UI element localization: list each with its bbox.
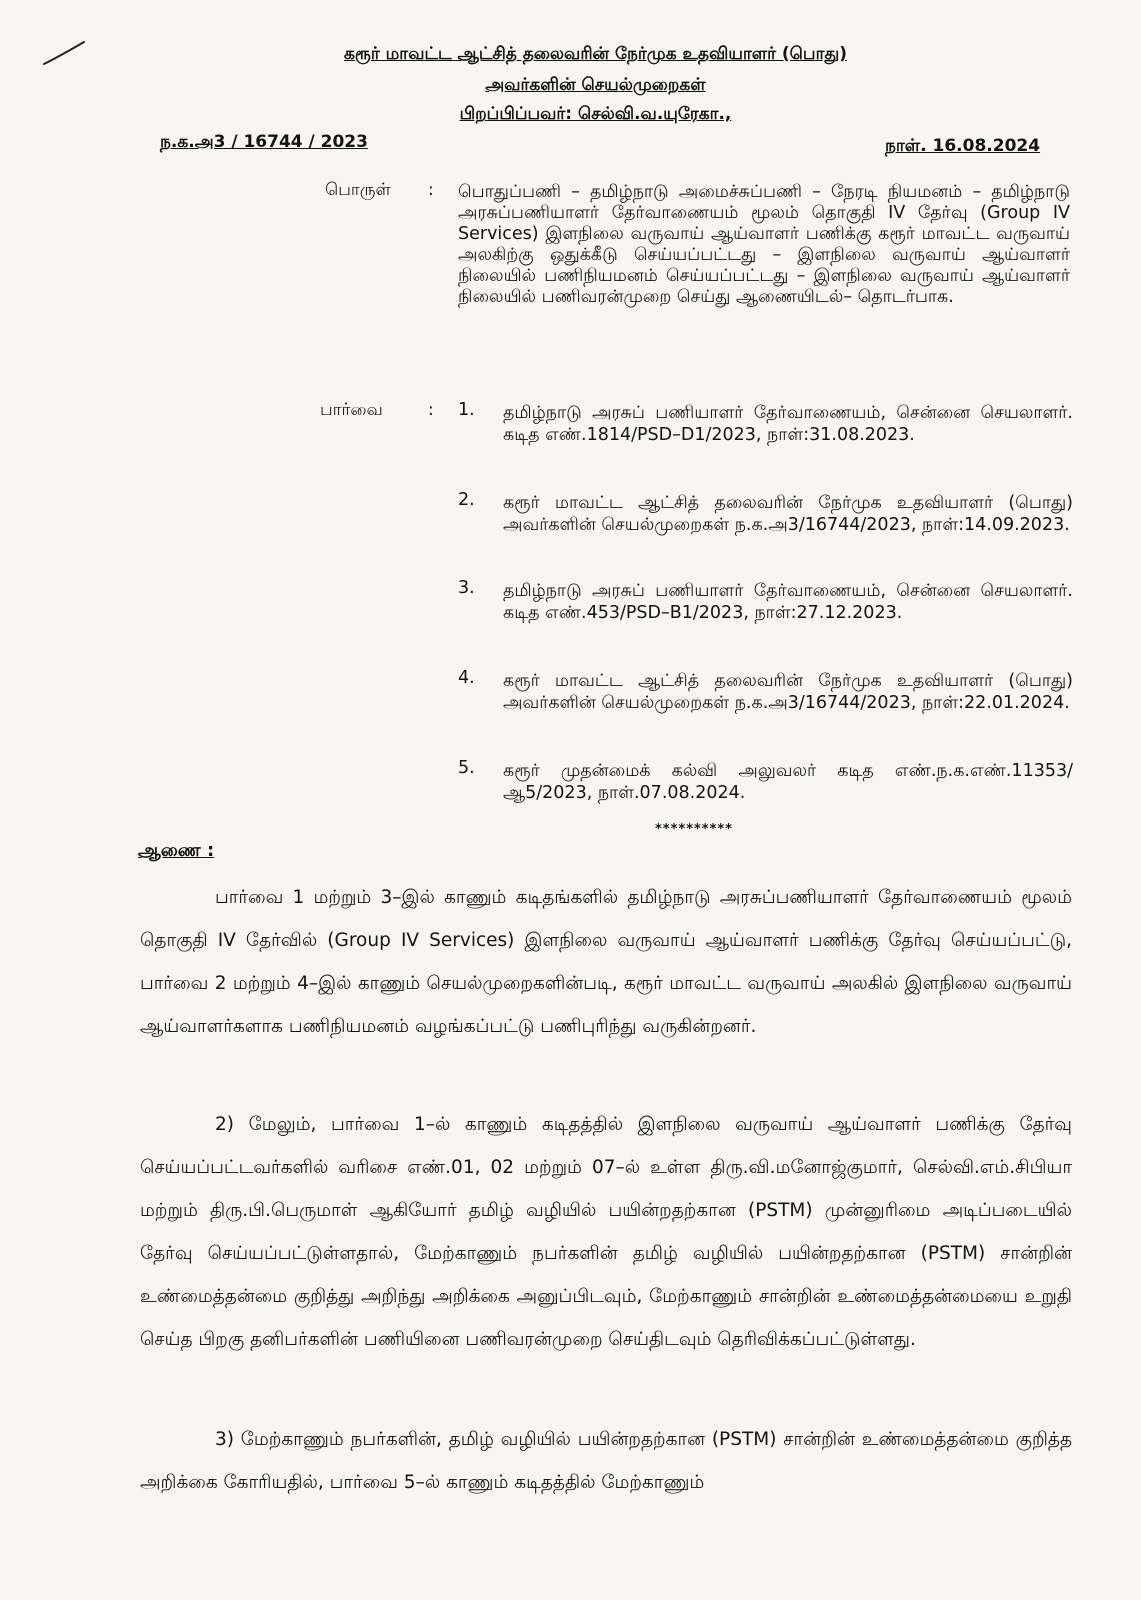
reference-item-2: கரூர் மாவட்ட ஆட்சித் தலைவரின் நேர்முக உதவியாளர் (பொது) அவர்களின் செயல்முறைகள் ந.க.அ3/16744/2023, நாள்:14.09.2023. bbox=[503, 493, 1073, 535]
subject-label: பொருள் bbox=[325, 180, 391, 200]
references-colon: : bbox=[428, 400, 434, 420]
reference-number: ந.க.அ3 / 16744 / 2023 bbox=[160, 132, 368, 152]
order-heading: ஆணை : bbox=[138, 840, 215, 861]
references-label: பார்வை bbox=[320, 400, 383, 420]
reference-number-4: 4. bbox=[458, 668, 475, 688]
reference-item-1: தமிழ்நாடு அரசுப் பணியாளர் தேர்வாணையம், சென்னை செயலாளர். கடித எண்.1814/PSD–D1/2023, நாள்:31.08.2023. bbox=[503, 403, 1073, 445]
subject-text: பொதுப்பணி – தமிழ்நாடு அமைச்சுப்பணி – நேரடி நியமனம் – தமிழ்நாடு அரசுப்பணியாளர் தேர்வாணையம் மூலம் தொகுதி IV தேர்வு (Group IV Services) இளநிலை வருவாய் ஆய்வாளர் பணிக்கு கரூர் மாவட்ட வருவாய் அலகிற்கு ஒதுக்கீடு செய்யப்பட்டது – இளநிலை வருவாய் ஆய்வாளர் நிலையில் பணிநியமனம் செய்யப்பட்டது – இளநிலை வருவாய் ஆய்வாளர் நிலையில் பணிவரன்முறை செய்து ஆணையிடல்– தொடர்பாக. bbox=[458, 182, 1070, 307]
reference-number-1: 1. bbox=[458, 400, 475, 420]
paragraph-3: 3) மேற்காணும் நபர்களின், தமிழ் வழியில் பயின்றதற்கான (PSTM) சான்றின் உண்மைத்தன்மை குறித்த அறிக்கை கோரியதில், பார்வை 5–ல் காணும் கடிதத்தில் மேற்காணும் bbox=[140, 1429, 1072, 1493]
subject-colon: : bbox=[428, 180, 434, 200]
header-office-title: கரூர் மாவட்ட ஆட்சித் தலைவரின் நேர்முக உதவியாளர் (பொது) bbox=[344, 44, 847, 64]
paragraph-2: 2) மேலும், பார்வை 1–ல் காணும் கடிதத்தில் இளநிலை வருவாய் ஆய்வாளர் பணிக்கு தேர்வு செய்யப்பட்டவர்களில் வரிசை எண்.01, 02 மற்றும் 07–ல் உள்ள திரு.வி.மனோஜ்குமார், செல்வி.எம்.சிபியா மற்றும் திரு.பி.பெருமாள் ஆகியோர் தமிழ் வழியில் பயின்றதற்கான (PSTM) முன்னுரிமை அடிப்படையில் தேர்வு செய்யப்பட்டுள்ளதால், மேற்காணும் நபர்களின் தமிழ் வழியில் பயின்றதற்கான (PSTM) சான்றின் உண்மைத்தன்மை குறித்து அறிந்து அறிக்கை அனுப்பிடவும், மேற்காணும் சான்றின் உண்மைத்தன்மையை உறுதி செய்த பிறகு தனிபர்களின் பணியினை பணிவரன்முறை செய்திடவும் தெரிவிக்கப்பட்டுள்ளது. bbox=[140, 1114, 1072, 1350]
paragraph-1: பார்வை 1 மற்றும் 3–இல் காணும் கடிதங்களில் தமிழ்நாடு அரசுப்பணியாளர் தேர்வாணையம் மூலம் தொகுதி IV தேர்வில் (Group IV Services) இளநிலை வருவாய் ஆய்வாளர் பணிக்கு தேர்வு செய்யப்பட்டு, பார்வை 2 மற்றும் 4–இல் காணும் செயல்முறைகளின்படி, கரூர் மாவட்ட வருவாய் அலகில் இளநிலை வருவாய் ஆய்வாளர்களாக பணிநியமனம் வழங்கப்பட்டு பணிபுரிந்து வருகின்றனர். bbox=[140, 887, 1072, 1037]
reference-number-2: 2. bbox=[458, 490, 475, 510]
reference-number-3: 3. bbox=[458, 578, 475, 598]
reference-item-3: தமிழ்நாடு அரசுப் பணியாளர் தேர்வாணையம், சென்னை செயலாளர். கடித எண்.453/PSD–B1/2023, நாள்:27.12.2023. bbox=[503, 581, 1073, 623]
reference-item-4: கரூர் மாவட்ட ஆட்சித் தலைவரின் நேர்முக உதவியாளர் (பொது) அவர்களின் செயல்முறைகள் ந.க.அ3/16744/2023, நாள்:22.01.2024. bbox=[503, 671, 1073, 713]
header-proceedings: அவர்களின் செயல்முறைகள் bbox=[485, 75, 706, 95]
header-issuer: பிறப்பிப்பவர்: செல்வி.வ.யுரேகா., bbox=[459, 104, 732, 124]
reference-number-5: 5. bbox=[458, 758, 475, 778]
separator-stars: ********** bbox=[655, 822, 733, 837]
reference-item-5: கரூர் முதன்மைக் கல்வி அலுவலர் கடித எண்.ந.க.எண்.11353/ஆ5/2023, நாள்.07.08.2024. bbox=[503, 761, 1073, 803]
document-date: நாள். 16.08.2024 bbox=[885, 136, 1041, 156]
